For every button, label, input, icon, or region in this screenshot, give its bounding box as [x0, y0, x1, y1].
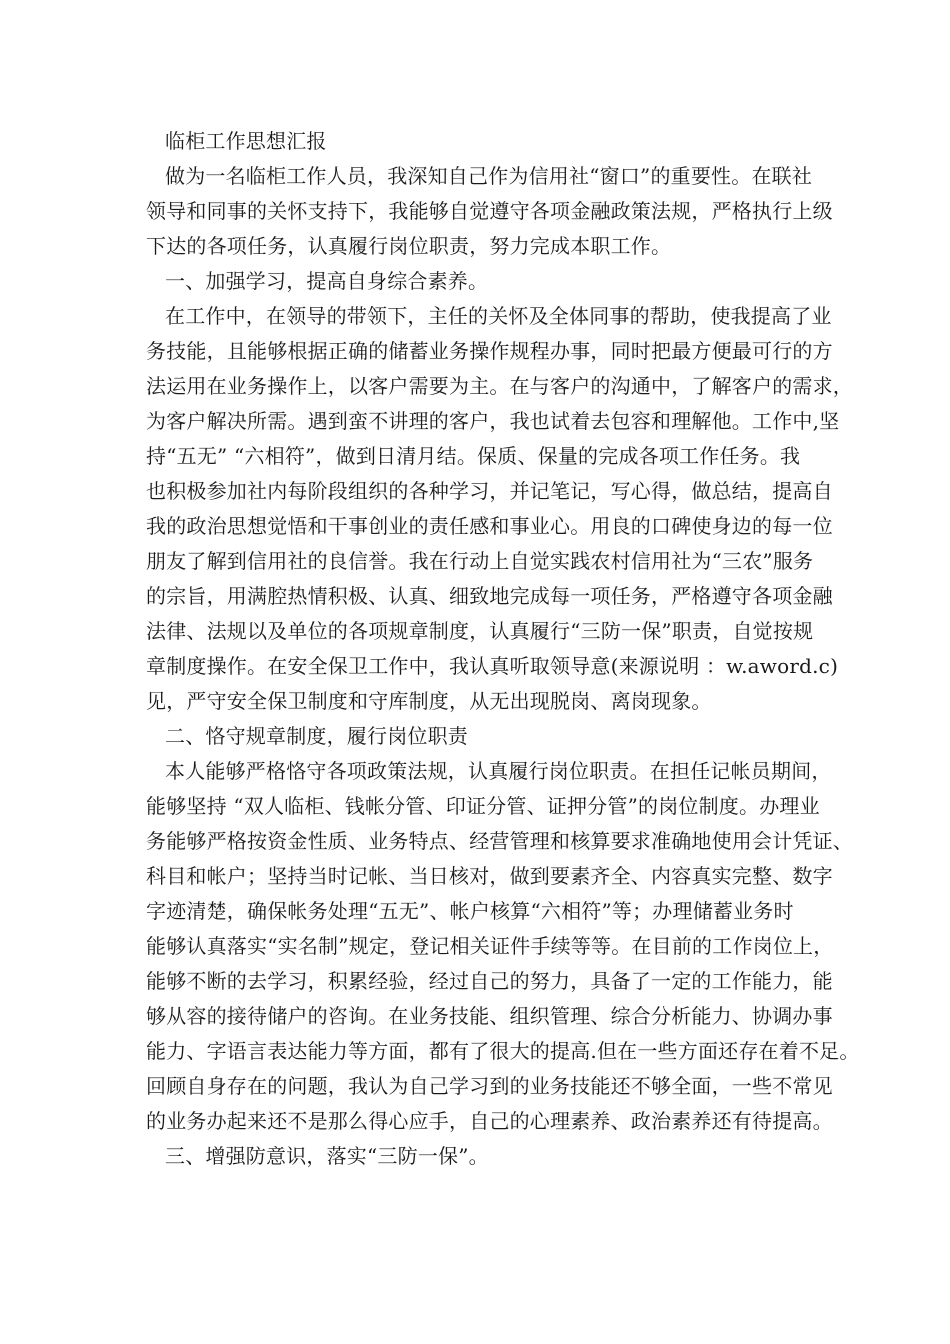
paragraph-line: 务能够严格按资金性质、业务特点、经营管理和核算要求准确地使用会计凭证、	[146, 829, 853, 853]
paragraph-line: 科目和帐户；坚持当时记帐、当日核对，做到要素齐全、内容真实完整、数字	[146, 864, 833, 888]
section-heading-2: 二、恪守规章制度，履行岗位职责	[165, 724, 468, 748]
paragraph-line: 我的政治思想觉悟和干事创业的责任感和事业心。用良的口碑使身边的每一位	[146, 514, 833, 538]
paragraph-line: 的业务办起来还不是那么得心应手，自己的心理素养、政治素养还有待提高。	[146, 1109, 833, 1133]
paragraph-line: 领导和同事的关怀支持下，我能够自觉遵守各项金融政策法规，严格执行上级	[146, 199, 833, 223]
paragraph-line: 做为一名临柜工作人员，我深知自己作为信用社“窗口”的重要性。在联社	[165, 164, 813, 188]
paragraph-line: 见，严守安全保卫制度和守库制度，从无出现脱岗、离岗现象。	[146, 689, 712, 713]
paragraph-line: 能够认真落实“实名制”规定，登记相关证件手续等等。在目前的工作岗位上，	[146, 934, 834, 958]
paragraph-line: 法运用在业务操作上，以客户需要为主。在与客户的沟通中，了解客户的需求，	[146, 374, 853, 398]
paragraph-line: 朋友了解到信用社的良信誉。我在行动上自觉实践农村信用社为“三农”服务	[146, 549, 814, 573]
paragraph-line: 本人能够严格恪守各项政策法规，认真履行岗位职责。在担任记帐员期间，	[165, 759, 832, 783]
paragraph-line: 能够不断的去学习，积累经验，经过自己的努力，具备了一定的工作能力，能	[146, 969, 833, 993]
paragraph-line: 的宗旨，用满腔热情积极、认真、细致地完成每一项任务，严格遵守各项金融	[146, 584, 833, 608]
paragraph-line: 也积极参加社内每阶段组织的各种学习，并记笔记，写心得，做总结，提高自	[146, 479, 833, 503]
paragraph-line: 回顾自身存在的问题，我认为自己学习到的业务技能还不够全面，一些不常见	[146, 1074, 833, 1098]
section-heading-3: 三、增强防意识，落实“三防一保”。	[165, 1144, 489, 1168]
document-title: 临柜工作思想汇报	[165, 129, 327, 153]
section-heading-1: 一、加强学习，提高自身综合素养。	[165, 269, 489, 293]
paragraph-line: 能够坚持 “双人临柜、钱帐分管、印证分管、证押分管”的岗位制度。办理业	[146, 794, 820, 818]
paragraph-line: 字迹清楚，确保帐务处理“五无”、帐户核算“六相符”等；办理储蓄业务时	[146, 899, 794, 923]
paragraph-line: 法律、法规以及单位的各项规章制度，认真履行“三防一保”职责，自觉按规	[146, 619, 814, 643]
paragraph-line: 在工作中，在领导的带领下，主任的关怀及全体同事的帮助，使我提高了业	[165, 304, 832, 328]
paragraph-line: 章制度操作。在安全保卫工作中，我认真听取领导意(来源说明 ：w.aword.c)	[146, 654, 839, 678]
paragraph-line: 为客户解决所需。遇到蛮不讲理的客户，我也试着去包容和理解他。工作中,坚	[146, 409, 840, 433]
paragraph-line: 够从容的接待储户的咨询。在业务技能、组织管理、综合分析能力、协调办事	[146, 1004, 833, 1028]
paragraph-line: 务技能，且能够根据正确的储蓄业务操作规程办事，同时把最方便最可行的方	[146, 339, 833, 363]
paragraph-line: 下达的各项任务，认真履行岗位职责，努力完成本职工作。	[146, 234, 672, 258]
paragraph-line: 持“五无” “六相符”，做到日清月结。保质、保量的完成各项工作任务。我	[146, 444, 801, 468]
paragraph-line: 能力、字语言表达能力等方面，都有了很大的提高.但在一些方面还存在着不足。	[146, 1039, 860, 1063]
